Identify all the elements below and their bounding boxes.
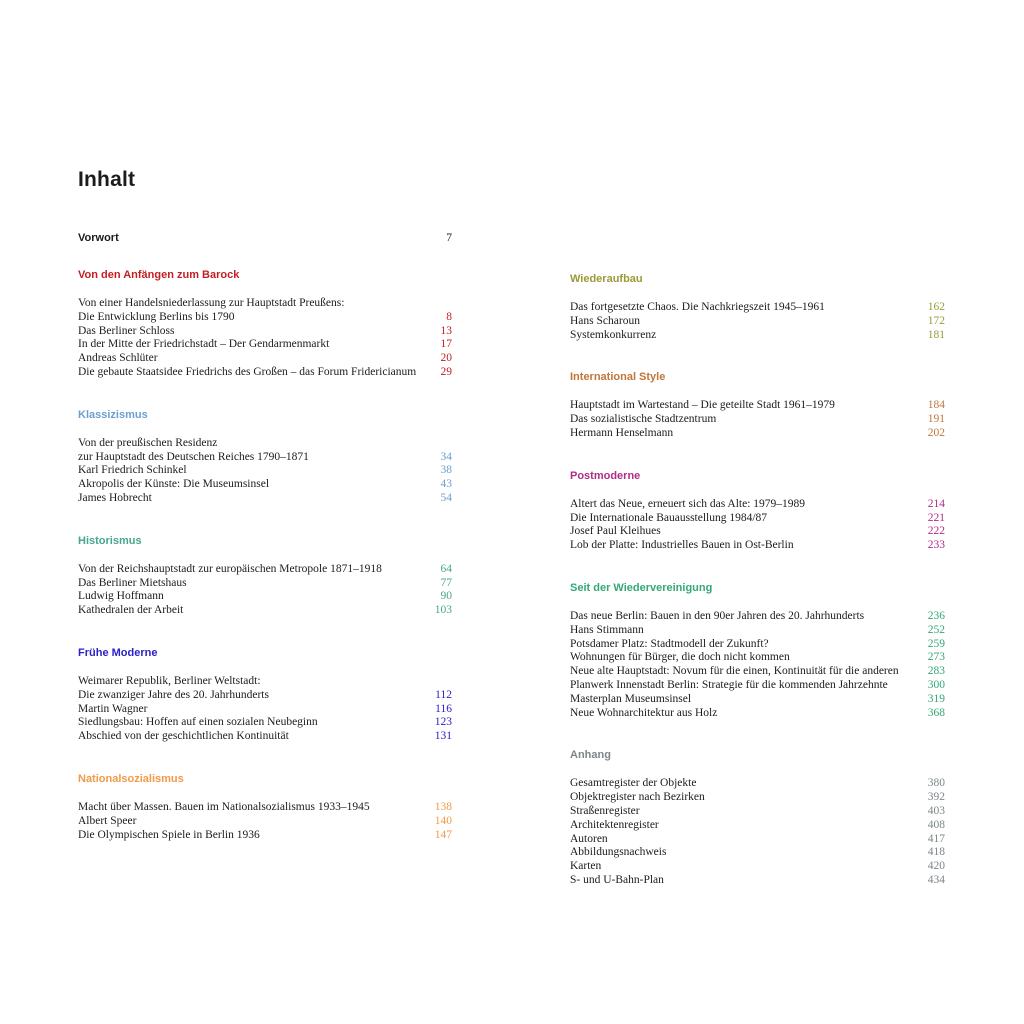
toc-entry [78,563,452,577]
toc-entry [78,675,452,689]
entry-title: Von der preußischen Residenz [78,436,218,449]
entry-title: S- und U-Bahn-Plan [570,873,664,886]
section-heading: Von den Anfängen zum Barock [78,269,240,281]
toc-entry [78,604,452,618]
entry-page-number: 252 [927,623,945,636]
entry-title: Albert Speer [78,814,137,827]
toc-columns [78,268,945,916]
entry-page-number: 392 [927,791,945,804]
entry-page-number: 181 [927,328,945,341]
entry-page-number: 236 [927,609,945,622]
entry-page-number: 273 [927,651,945,664]
toc-entry [570,315,945,329]
entry-page-number: 403 [927,804,945,817]
entry-title: Planwerk Innenstadt Berlin: Strategie für die kommenden Jahrzehnte [570,678,888,691]
vorwort-page-number: 7 [446,232,452,244]
toc-entry [570,624,945,638]
entry-title: Systemkonkurrenz [570,328,657,341]
toc-entry [570,427,945,441]
toc-column-right [570,272,945,916]
vorwort-label: Vorwort [78,232,119,244]
entry-page-number: 77 [440,576,452,589]
entry-title: Hans Stimmann [570,623,644,636]
entry-page-number: 13 [440,324,452,337]
toc-entry [570,638,945,652]
toc-entry [570,665,945,679]
toc-entry [78,325,452,339]
section-entries [570,399,945,440]
section-heading: Seit der Wiedervereinigung [570,581,713,594]
entry-title: Das Berliner Schloss [78,324,175,337]
entry-title: Abbildungsnachweis [570,846,667,859]
entry-page-number: 202 [927,426,945,439]
entry-page-number: 214 [927,497,945,510]
entry-title: Akropolis der Künste: Die Museumsinsel [78,478,270,491]
toc-entry [570,679,945,693]
entry-title: zur Hauptstadt des Deutschen Reiches 1790–1871 [78,450,309,463]
entry-title: Die zwanziger Jahre des 20. Jahrhunderts [78,688,269,701]
entry-title: In der Mitte der Friedrichstadt – Der Gendarmenmarkt [78,338,330,351]
toc-entry [78,492,452,506]
toc-section [78,268,452,380]
entry-title: Masterplan Museumsinsel [570,692,692,705]
toc-entry [78,703,452,717]
toc-entry [570,610,945,624]
entry-title: Architektenregister [570,818,659,831]
toc-section [570,748,945,887]
toc-section [78,772,452,842]
entry-page-number: 34 [440,450,452,463]
entry-page-number: 319 [927,692,945,705]
section-heading: Klassizismus [78,408,148,421]
entry-page-number: 147 [434,828,452,841]
section-entries [78,437,452,506]
section-heading: Postmoderne [570,469,641,482]
entry-page-number: 184 [927,399,945,412]
entry-title: Josef Paul Kleihues [570,525,661,538]
toc-entry [570,301,945,315]
page-title: Inhalt [78,168,136,191]
entry-page-number: 233 [927,539,945,552]
toc-entry [78,478,452,492]
entry-page-number: 64 [440,562,452,575]
toc-entry [570,693,945,707]
toc-entry [78,451,452,465]
entry-title: Hermann Henselmann [570,426,674,439]
entry-page-number: 54 [440,491,452,504]
toc-entry [78,590,452,604]
entry-title: Das sozialistische Stadtzentrum [570,413,717,426]
section-entries [570,777,945,887]
entry-title: Straßenregister [570,804,640,817]
entry-title: Hauptstadt im Wartestand – Die geteilte Stadt 1961–1979 [570,399,835,412]
entry-title: Weimarer Republik, Berliner Weltstadt: [78,674,261,687]
toc-entry [570,833,945,847]
entry-page-number: 300 [927,678,945,691]
entry-page-number: 112 [435,688,452,701]
entry-title: Die gebaute Staatsidee Friedrichs des Großen – das Forum Fridericianum [78,365,417,378]
toc-entry [78,366,452,380]
entry-title: Das neue Berlin: Bauen in den 90er Jahren des 20. Jahrhunderts [570,609,865,622]
entry-title: Objektregister nach Bezirken [570,791,705,804]
entry-title: Die Internationale Bauausstellung 1984/87 [570,511,768,524]
entry-title: Karten [570,860,602,873]
section-entries [78,801,452,842]
section-entries [570,610,945,720]
entry-title: Von der Reichshauptstadt zur europäischen Metropole 1871–1918 [78,562,382,575]
toc-section [78,408,452,506]
toc-section [570,581,945,720]
section-entries [78,563,452,618]
entry-page-number: 131 [434,730,452,743]
entry-page-number: 140 [434,814,452,827]
toc-entry [570,651,945,665]
section-heading: Wiederaufbau [570,273,643,285]
toc-entry [78,311,452,325]
entry-title: Von einer Handelsniederlassung zur Hauptstadt Preußens: [78,297,345,309]
entry-page-number: 29 [440,365,452,378]
entry-title: Siedlungsbau: Hoffen auf einen sozialen Neubeginn [78,716,318,729]
entry-page-number: 116 [435,702,452,715]
entry-page-number: 172 [927,314,945,327]
toc-section [570,469,945,553]
entry-title: Neue Wohnarchitektur aus Holz [570,706,718,719]
entry-page-number: 191 [927,413,945,426]
entry-page-number: 418 [927,846,945,859]
entry-page-number: 20 [440,352,452,365]
entry-page-number: 138 [434,800,452,813]
entry-page-number: 8 [446,310,452,323]
toc-entry [570,525,945,539]
entry-title: Hans Scharoun [570,314,640,327]
section-heading: Frühe Moderne [78,646,158,659]
section-heading: International Style [570,371,666,384]
section-entries [78,297,452,380]
toc-entry [78,815,452,829]
entry-title: Wohnungen für Bürger, die doch nicht kommen [570,651,790,664]
entry-title: Kathedralen der Arbeit [78,604,184,617]
entry-title: Karl Friedrich Schinkel [78,464,187,477]
toc-entry [78,829,452,843]
toc-entry [78,464,452,478]
entry-page-number: 259 [927,637,945,650]
toc-entry [78,437,452,451]
entry-page-number: 222 [927,525,945,538]
toc-entry [78,577,452,591]
entry-title: Martin Wagner [78,702,148,715]
entry-title: Abschied von der geschichtlichen Kontinuität [78,730,289,743]
toc-entry [570,846,945,860]
entry-title: Altert das Neue, erneuert sich das Alte: 1979–1989 [570,497,806,510]
toc-entry [570,413,945,427]
entry-page-number: 380 [927,777,945,790]
entry-title: Andreas Schlüter [78,352,158,365]
entry-page-number: 43 [440,478,452,491]
entry-title: Ludwig Hoffmann [78,590,164,603]
entry-title: Das fortgesetzte Chaos. Die Nachkriegszeit 1945–1961 [570,301,825,313]
entry-title: Gesamtregister der Objekte [570,777,697,790]
entry-title: Das Berliner Mietshaus [78,576,187,589]
entry-page-number: 90 [440,590,452,603]
toc-column-left [78,268,452,916]
entry-title: Macht über Massen. Bauen im Nationalsozialismus 1933–1945 [78,800,370,813]
toc-section [570,272,945,342]
entry-page-number: 417 [927,832,945,845]
toc-entry [570,399,945,413]
toc-entry [570,791,945,805]
toc-entry [78,338,452,352]
entry-page-number: 123 [434,716,452,729]
toc-entry [570,819,945,833]
entry-page-number: 420 [927,860,945,873]
entry-page-number: 283 [927,665,945,678]
toc-entry [78,352,452,366]
section-entries [570,301,945,342]
section-entries [570,498,945,553]
toc-entry [570,874,945,888]
toc-entry [78,716,452,730]
entry-page-number: 434 [927,873,945,886]
entry-page-number: 38 [440,464,452,477]
vorwort-row [78,232,452,244]
toc-entry [570,329,945,343]
entry-page-number: 368 [927,706,945,719]
toc-entry [570,539,945,553]
section-heading: Historismus [78,534,142,547]
toc-entry [570,707,945,721]
toc-entry [78,730,452,744]
entry-page-number: 103 [434,604,452,617]
entry-page-number: 221 [927,511,945,524]
section-heading: Nationalsozialismus [78,772,184,785]
entry-title: Lob der Platte: Industrielles Bauen in Ost-Berlin [570,539,794,552]
toc-entry [570,512,945,526]
toc-section [78,534,452,618]
entry-page-number: 408 [927,818,945,831]
toc-entry [570,860,945,874]
toc-entry [570,498,945,512]
entry-title: Die Olympischen Spiele in Berlin 1936 [78,828,260,841]
toc-entry [78,689,452,703]
entry-title: James Hobrecht [78,491,152,504]
entry-title: Neue alte Hauptstadt: Novum für die einen, Kontinuität für die anderen [570,665,899,678]
toc-section [78,646,452,744]
entry-page-number: 17 [440,338,452,351]
toc-entry [570,777,945,791]
toc-entry [570,805,945,819]
section-entries [78,675,452,744]
section-heading: Anhang [570,749,611,762]
toc-section [570,370,945,440]
entry-title: Potsdamer Platz: Stadtmodell der Zukunft? [570,637,769,650]
toc-entry [78,297,452,311]
entry-title: Autoren [570,832,608,845]
entry-title: Die Entwicklung Berlins bis 1790 [78,310,235,323]
toc-entry [78,801,452,815]
entry-page-number: 162 [927,301,945,313]
